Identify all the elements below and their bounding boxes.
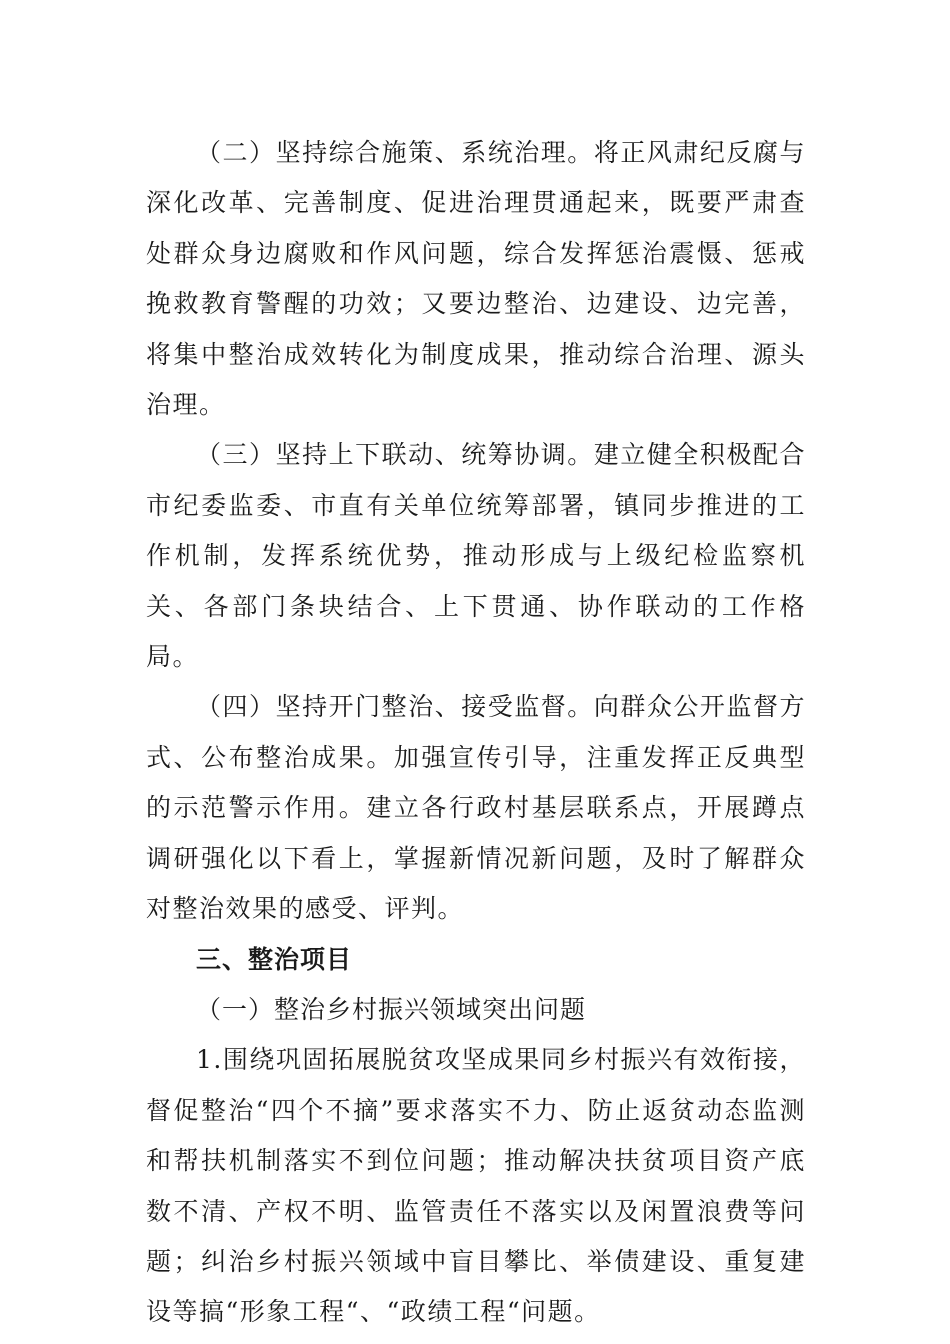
paragraph-item-1: 1.围绕巩固拓展脱贫攻坚成果同乡村振兴有效衔接，督促整治“四个不摘”要求落实不力、防止返贫动态监测和帮扶机制落实不到位问题；推动解决扶贫项目资产底数不清、产权不明、监管责任不落实以及闲置浪费等问题；纠治乡村振兴领域中盲目攀比、举债建设、重复建设等搞“形象工程“、“政绩工程“问题。 <box>146 1045 806 1327</box>
paragraph-principle-4: （四）坚持开门整治、接受监督。向群众公开监督方式、公布整治成果。加强宣传引导，注重发挥正反典型的示范警示作用。建立各行政村基层联系点，开展蹲点调研强化以下看上，掌握新情况新问题，及时了解群众对整治效果的感受、评判。 <box>146 692 806 924</box>
document-body <box>146 128 806 1338</box>
paragraph-principle-3: （三）坚持上下联动、统筹协调。建立健全积极配合市纪委监委、市直有关单位统筹部署，镇同步推进的工作机制，发挥系统优势，推动形成与上级纪检监察机关、各部门条块结合、上下贯通、协作联动的工作格局。 <box>146 440 806 672</box>
paragraph-principle-2: （二）坚持综合施策、系统治理。将正风肃纪反腐与深化改革、完善制度、促进治理贯通起来，既要严肃查处群众身边腐败和作风问题，综合发挥惩治震慑、惩戒挽救教育警醒的功效；又要边整治、边建设、边完善，将集中整治成效转化为制度成果，推动综合治理、源头治理。 <box>146 138 806 420</box>
subsection-heading: （一）整治乡村振兴领域突出问题 <box>196 994 587 1024</box>
section-heading: 三、整治项目 <box>196 944 353 974</box>
